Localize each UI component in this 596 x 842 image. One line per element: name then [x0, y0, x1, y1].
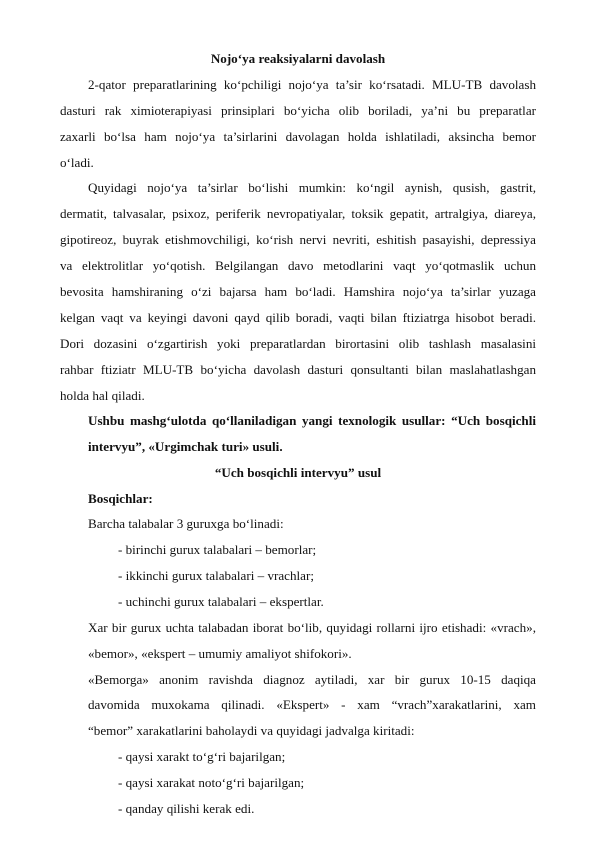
- paragraph-line: o‘ladi.: [60, 155, 94, 170]
- methods-line: Ushbu mashg‘ulotda qo‘llaniladigan yangi texnologik usullar: “Uch bosqichli: [88, 413, 536, 428]
- paragraph-line: dermatit, talvasalar, psixoz, periferik nevropatiyalar, toksik gepatit, artralgiya, diareya,: [60, 206, 536, 221]
- list-item: - birinchi gurux talabalari – bemorlar;: [118, 542, 317, 557]
- list-item: - qaysi xarakat noto‘g‘ri bajarilgan;: [118, 775, 305, 790]
- paragraph-line: kelgan vaqt va keyingi davoni qayd qilib boradi, vaqti bilan ftiziatrga hisobot beradi.: [60, 310, 536, 325]
- paragraph-line: dasturi rak ximioterapiyasi prinsiplari bo‘yicha olib boriladi, ya’ni bu preparatlar: [60, 103, 536, 118]
- paragraph-line: «Bemorga» anonim ravishda diagnoz aytiladi, xar bir gurux 10-15 daqiqa: [88, 672, 536, 687]
- list-item: - qanday qilishi kerak edi.: [118, 801, 255, 816]
- paragraph-line: Quyidagi nojo‘ya ta’sirlar bo‘lishi mumkin: ko‘ngil aynish, qusish, gastrit,: [88, 180, 536, 195]
- paragraph-line: holda hal qiladi.: [60, 388, 145, 403]
- paragraph-line: gipotireoz, buyrak etishmovchiligi, ko‘rish nervi nevriti, eshitish pasayishi, depressiya: [60, 232, 536, 247]
- paragraph-line: zaxarli bo‘lsa ham nojo‘ya ta’sirlarini davolagan holda ishlatiladi, aksincha bemor: [60, 129, 536, 144]
- paragraph-line: Barcha talabalar 3 guruxga bo‘linadi:: [88, 516, 284, 531]
- paragraph-line: davomida muxokama qilinadi. «Ekspert» - xam “vrach”xarakatlarini, xam: [88, 697, 536, 712]
- stages-heading: Bosqichlar:: [88, 491, 153, 506]
- paragraph-line: «bemor», «ekspert – umumiy amaliyot shifokori».: [88, 646, 352, 661]
- list-item: - uchinchi gurux talabalari – ekspertlar.: [118, 594, 324, 609]
- paragraph-line: bevosita hamshiraning o‘zi bajarsa ham bo‘ladi. Hamshira nojo‘ya ta’sirlar yuzaga: [60, 284, 536, 299]
- paragraph-line: Xar bir gurux uchta talabadan iborat bo‘lib, quyidagi rollarni ijro etishadi: «vrach»,: [88, 620, 536, 635]
- methods-line: intervyu”, «Urgimchak turi» usuli.: [88, 439, 283, 454]
- paragraph-line: “bemor” xarakatlarini baholaydi va quyidagi jadvalga kiritadi:: [88, 723, 415, 738]
- paragraph-line: Dori dozasini o‘zgartirish yoki preparatlardan birortasini olib tashlash masalasini: [60, 336, 536, 351]
- list-item: - qaysi xarakt to‘g‘ri bajarilgan;: [118, 749, 286, 764]
- section-subtitle: “Uch bosqichli intervyu” usul: [214, 465, 382, 480]
- paragraph-line: 2-qator preparatlarining ko‘pchiligi nojo‘ya ta’sir ko‘rsatadi. MLU-TB davolash: [88, 77, 536, 92]
- paragraph-line: va elektrolitlar yo‘qotish. Belgilangan davo metodlarini vaqt yo‘qotmaslik uchun: [60, 258, 536, 273]
- page-title: Nojo‘ya reaksiyalarni davolash: [210, 51, 386, 66]
- list-item: - ikkinchi gurux talabalari – vrachlar;: [118, 568, 314, 583]
- paragraph-line: rahbar ftiziatr MLU-TB bo‘yicha davolash dasturi qonsultanti bilan maslahatlashgan: [60, 362, 536, 377]
